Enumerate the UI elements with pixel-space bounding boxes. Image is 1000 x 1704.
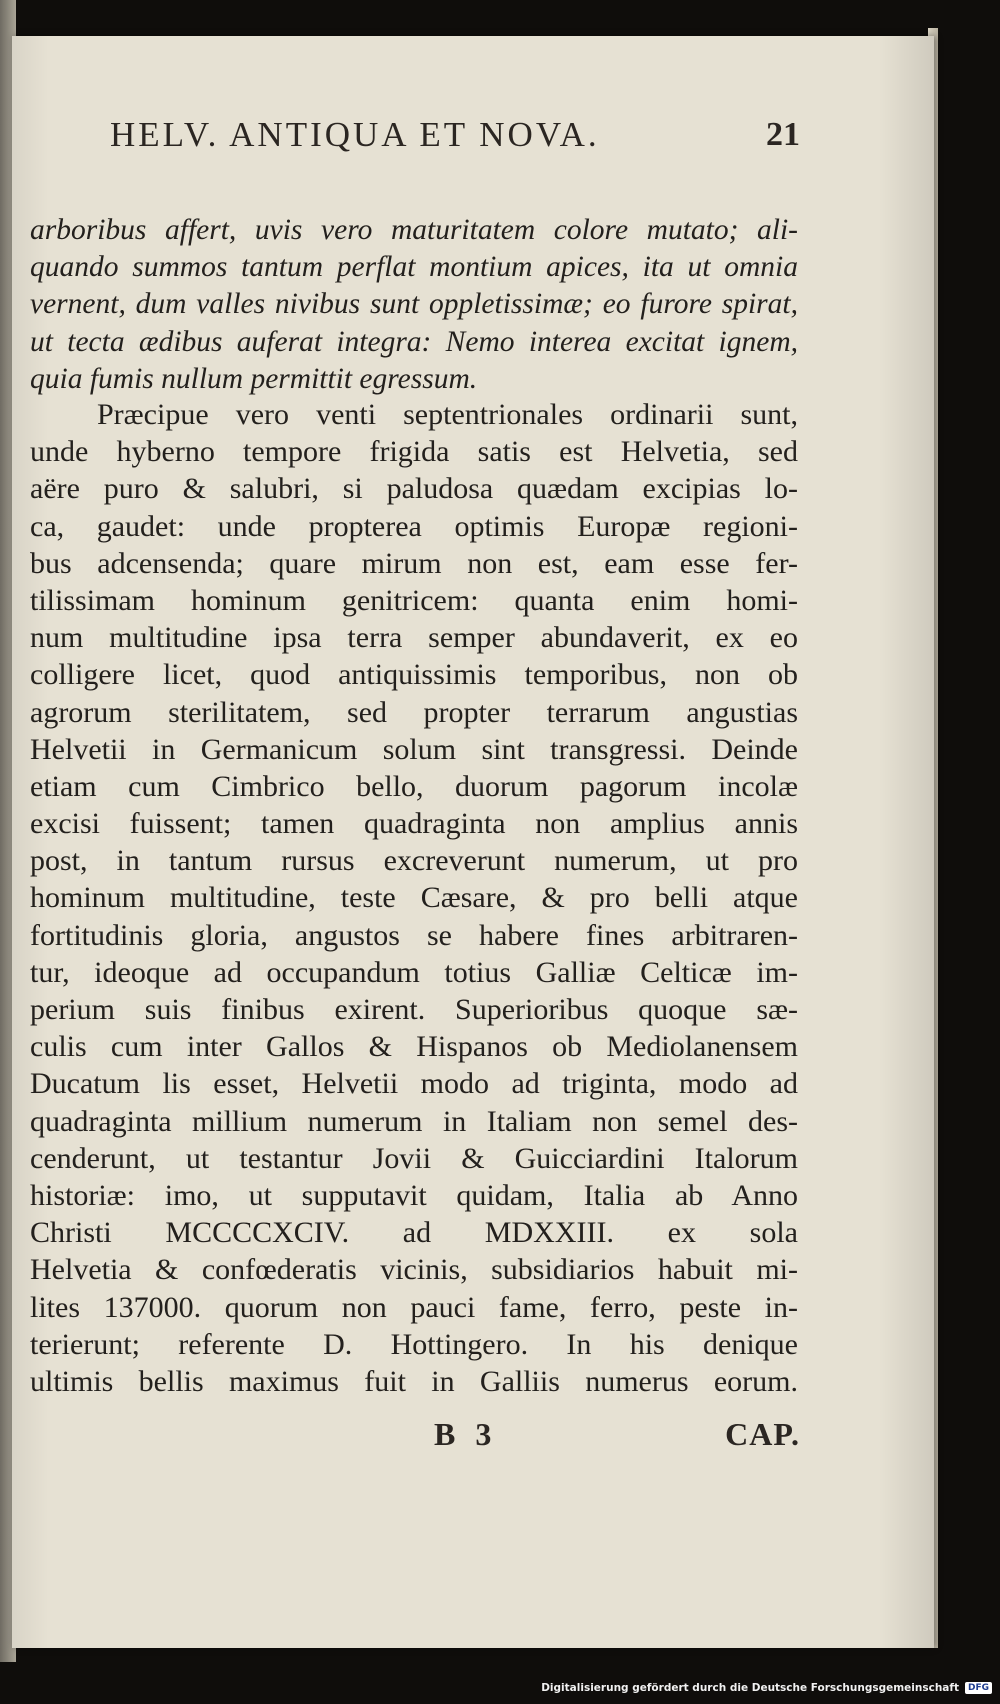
text-line: culis cum inter Gallos & Hispanos ob Mediolanensem <box>30 1030 798 1064</box>
text-line: perium suis finibus exirent. Superioribus quoque sæ- <box>30 993 798 1026</box>
text-line: fortitudinis gloria, angustos se habere fines arbitraren- <box>30 918 798 952</box>
text-line: lites 137000. quorum non pauci fame, ferro, peste in- <box>30 1290 798 1324</box>
digitization-credit <box>541 1682 992 1694</box>
text-line: num multitudine ipsa terra semper abundaverit, ex eo <box>30 621 798 655</box>
text-line: arboribus affert, uvis vero maturitatem colore mutato; ali- <box>30 214 798 246</box>
text-line: etiam cum Cimbrico bello, duorum pagorum incolæ <box>30 769 798 803</box>
text-line: terierunt; referente D. Hottingero. In his denique <box>30 1327 798 1361</box>
text-line: colligere licet, quod antiquissimis temporibus, non ob <box>30 658 798 692</box>
text-line: bus adcensenda; quare mirum non est, eam esse fer- <box>30 546 798 580</box>
text-line: Helvetii in Germanicum solum sint transgressi. Deinde <box>30 732 798 766</box>
text-line: aëre puro & salubri, si paludosa quædam excipias lo- <box>30 472 798 506</box>
text-line: ultimis bellis maximus fuit in Galliis numerus eorum. <box>30 1364 798 1398</box>
page-footer <box>420 1416 800 1460</box>
text-line: excisi fuissent; tamen quadraginta non amplius annis <box>30 807 798 841</box>
text-line: quadraginta millium numerum in Italiam non semel des- <box>30 1104 798 1138</box>
text-line: agrorum sterilitatem, sed propter terrarum angustias <box>30 695 798 729</box>
text-line: vernent, dum valles nivibus sunt oppletissimæ; eo furore spirat, <box>30 288 798 321</box>
text-line: unde hyberno tempore frigida satis est Helvetia, sed <box>30 435 798 469</box>
text-line: Helvetia & confœderatis vicinis, subsidiarios habuit mi- <box>30 1253 798 1287</box>
text-line: Præcipue vero venti septentrionales ordinarii sunt, <box>97 398 798 431</box>
text-line: quia fumis nullum permittit egressum. <box>30 362 478 395</box>
text-line: quando summos tantum perflat montium apices, ita ut omnia <box>30 251 798 284</box>
text-line: cenderunt, ut testantur Jovii & Guicciardini Italorum <box>30 1141 798 1175</box>
text-line: ca, gaudet: unde propterea optimis Europæ regioni- <box>30 509 798 543</box>
text-line: ut tecta ædibus auferat integra: Nemo interea excitat ignem, <box>30 325 798 358</box>
text-line: tilissimam hominum genitricem: quanta enim homi- <box>30 583 798 617</box>
text-line: tur, ideoque ad occupandum totius Galliæ Celticæ im- <box>30 955 798 989</box>
page-number: 21 <box>766 116 800 153</box>
italic-quotation <box>30 212 798 398</box>
catchword: CAP. <box>725 1416 800 1452</box>
page-header <box>110 100 800 170</box>
body-paragraph <box>30 396 798 1400</box>
dfg-logo-icon: DFG <box>965 1682 992 1694</box>
text-line: hominum multitudine, teste Cæsare, & pro belli atque <box>30 881 798 915</box>
text-line: Ducatum lis esset, Helvetii modo ad triginta, modo ad <box>30 1067 798 1101</box>
text-line: post, in tantum rursus excreverunt numerum, ut pro <box>30 844 798 878</box>
text-line: historiæ: imo, ut supputavit quidam, Italia ab Anno <box>30 1178 798 1212</box>
text-line: Christi MCCCCXCIV. ad MDXXIII. ex sola <box>30 1216 798 1250</box>
signature-mark: B 3 <box>434 1416 498 1452</box>
credit-text: Digitalisierung gefördert durch die Deutsche Forschungsgemeinschaft <box>541 1682 959 1694</box>
running-head: HELV. ANTIQUA ET NOVA. <box>110 115 600 154</box>
